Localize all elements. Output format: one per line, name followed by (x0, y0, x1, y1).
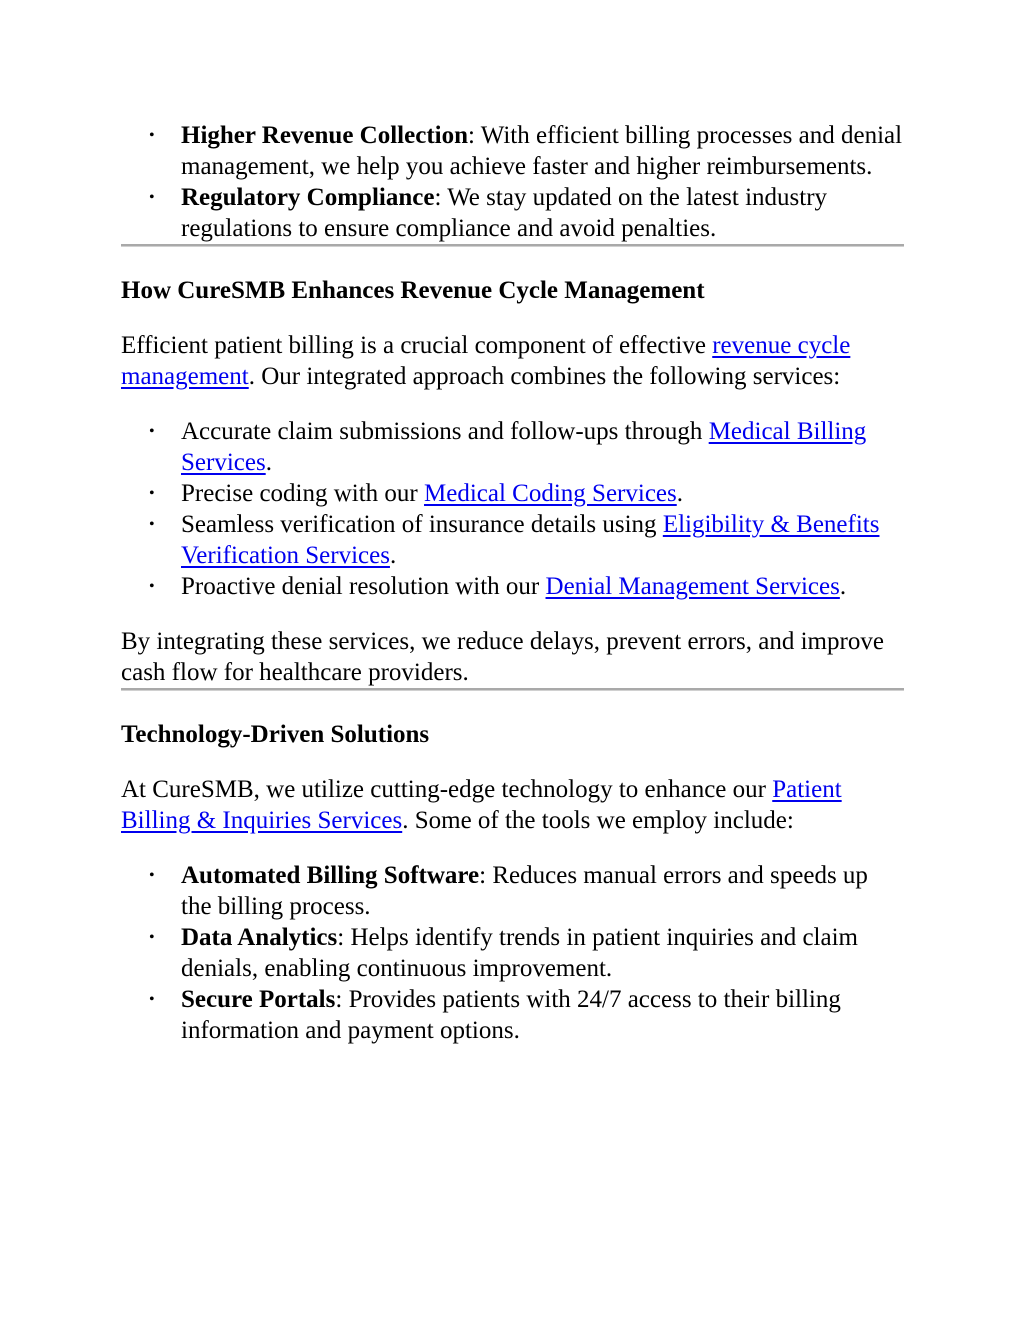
list-item: • Higher Revenue Collection: With efficient billing processes and denial management, we help you achieve faster and higher reimbursements. (181, 120, 904, 182)
item-term: Automated Billing Software (181, 862, 480, 889)
list-item: • Secure Portals: Provides patients with 24/7 access to their billing information and payment options. (181, 984, 904, 1046)
services-list (121, 416, 904, 602)
rcm-closing: By integrating these services, we reduce delays, prevent errors, and improve cash flow for healthcare providers. (121, 628, 884, 686)
list-item: • Accurate claim submissions and follow-ups through Medical Billing Services. (181, 416, 904, 478)
benefits-list (121, 120, 904, 244)
tools-list (121, 860, 904, 1046)
list-item: • Seamless verification of insurance details using Eligibility & Benefits Verification Services. (181, 509, 904, 571)
item-text: We stay updated on the latest industry regulations to ensure compliance and avoid penalties. (181, 184, 828, 242)
list-item: • Automated Billing Software: Reduces manual errors and speeds up the billing process. (181, 860, 904, 922)
item-term: Data Analytics (181, 924, 338, 951)
section-divider (121, 244, 904, 247)
medical-billing-services-link[interactable]: Medical Billing Services (181, 418, 867, 476)
item-text: With efficient billing processes and denial management, we help you achieve faster and higher reimbursements. (181, 122, 903, 180)
document-page (121, 120, 904, 1046)
item-term: Regulatory Compliance (181, 184, 435, 211)
denial-management-services-link[interactable]: Denial Management Services (545, 573, 840, 600)
item-text: Provides patients with 24/7 access to their billing information and payment options. (181, 986, 841, 1044)
rcm-intro: Efficient patient billing is a crucial component of effective revenue cycle management. Our integrated approach combines the following services: (121, 332, 851, 390)
medical-coding-services-link[interactable]: Medical Coding Services (424, 480, 677, 507)
section-divider (121, 688, 904, 691)
eligibility-benefits-verification-link[interactable]: Eligibility & Benefits Verification Services (181, 511, 880, 569)
list-item: • Regulatory Compliance: We stay updated on the latest industry regulations to ensure compliance and avoid penalties. (181, 182, 904, 244)
patient-billing-inquiries-link[interactable]: Patient Billing & Inquiries Services (121, 776, 842, 834)
rcm-heading: How CureSMB Enhances Revenue Cycle Management (121, 277, 705, 304)
item-term: Higher Revenue Collection (181, 122, 468, 149)
revenue-cycle-management-link[interactable]: revenue cycle management (121, 332, 851, 390)
item-text: Helps identify trends in patient inquiries and claim denials, enabling continuous improvement. (181, 924, 858, 982)
list-item: • Proactive denial resolution with our Denial Management Services. (181, 571, 904, 602)
tech-heading: Technology-Driven Solutions (121, 721, 430, 748)
item-text: Reduces manual errors and speeds up the billing process. (181, 862, 868, 920)
list-item: • Data Analytics: Helps identify trends in patient inquiries and claim denials, enabling continuous improvement. (181, 922, 904, 984)
list-item: • Precise coding with our Medical Coding Services. (181, 478, 904, 509)
tech-intro: At CureSMB, we utilize cutting-edge technology to enhance our Patient Billing & Inquiries Services. Some of the tools we employ include: (121, 776, 842, 834)
item-term: Secure Portals (181, 986, 336, 1013)
